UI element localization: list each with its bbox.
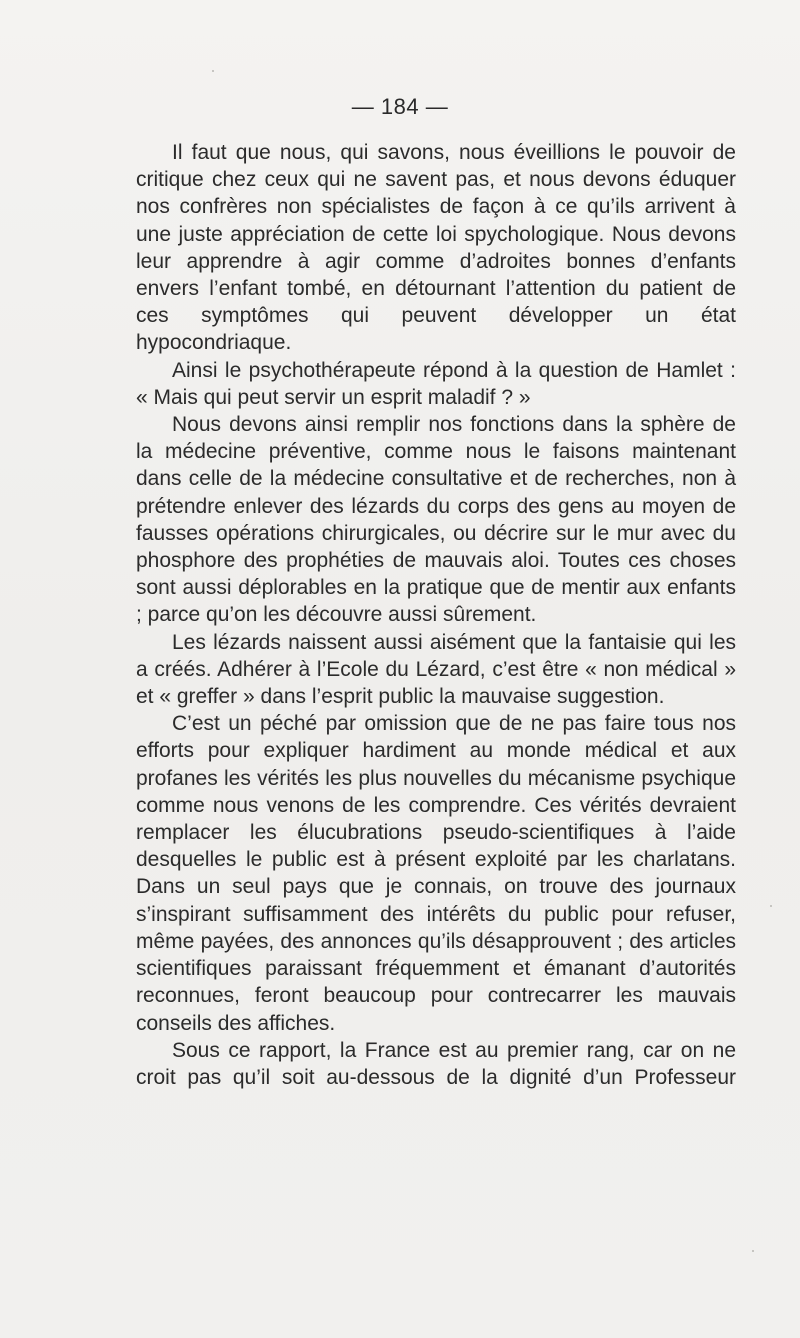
paragraph: Il faut que nous, qui savons, nous éveillions le pouvoir de critique chez ceux qui ne savent pas, et nous devons éduquer nos confrères non spécialistes de façon à ce qu’ils arrivent à une juste appréciation de cette loi spychologique. Nous devons leur apprendre à agir comme d’adroites bonnes d’enfants envers l’enfant tombé, en détournant l’attention du patient de ces symptômes qui peuvent développer un état hypocondriaque.: [136, 141, 736, 355]
paper-speck: [770, 905, 772, 907]
paragraph: Ainsi le psychothérapeute répond à la question de Hamlet : « Mais qui peut servir un esprit maladif ? »: [136, 358, 736, 409]
paragraph: Nous devons ainsi remplir nos fonctions dans la sphère de la médecine préventive, comme nous le faisons maintenant dans celle de la médecine consultative et de recherches, non à prétendre enlever des lézards du corps des gens au moyen de fausses opérations chirurgicales, ou décrire sur le mur avec du phosphore des prophéties de mauvais aloi. Toutes ces choses sont aussi déplorables en la pratique que de mentir aux enfants ; parce qu’on les découvre aussi sûrement.: [136, 413, 736, 627]
paragraph: C’est un péché par omission que de ne pas faire tous nos efforts pour expliquer hardiment au monde médical et aux profanes les vérités les plus nouvelles du mécanisme psychique comme nous venons de les comprendre. Ces vérités devraient remplacer les élucubrations pseudo-scientifiques à l’aide desquelles le public est à présent exploité par les charlatans. Dans un seul pays que je connais, on trouve des journaux s’inspirant suffisamment des intérêts du public pour refuser, même payées, des annonces qu’ils désapprouvent ; des articles scientifiques paraissant fréquemment et émanant d’autorités reconnues, feront beaucoup pour contrecarrer les mauvais conseils des affiches.: [136, 712, 736, 1035]
paragraph: Sous ce rapport, la France est au premier rang, car on ne croit pas qu’il soit au-dessous de la dignité d’un Professeur: [136, 1038, 736, 1089]
paragraph: Les lézards naissent aussi aisément que la fantaisie qui les a créés. Adhérer à l’Ecole du Lézard, c’est être « non médical » et « greffer » dans l’esprit public la mauvaise suggestion.: [136, 630, 736, 709]
paper-speck: [752, 1250, 754, 1252]
body-text: [136, 139, 736, 1091]
page-number: — 184 —: [351, 94, 449, 119]
paper-speck: [212, 70, 214, 72]
